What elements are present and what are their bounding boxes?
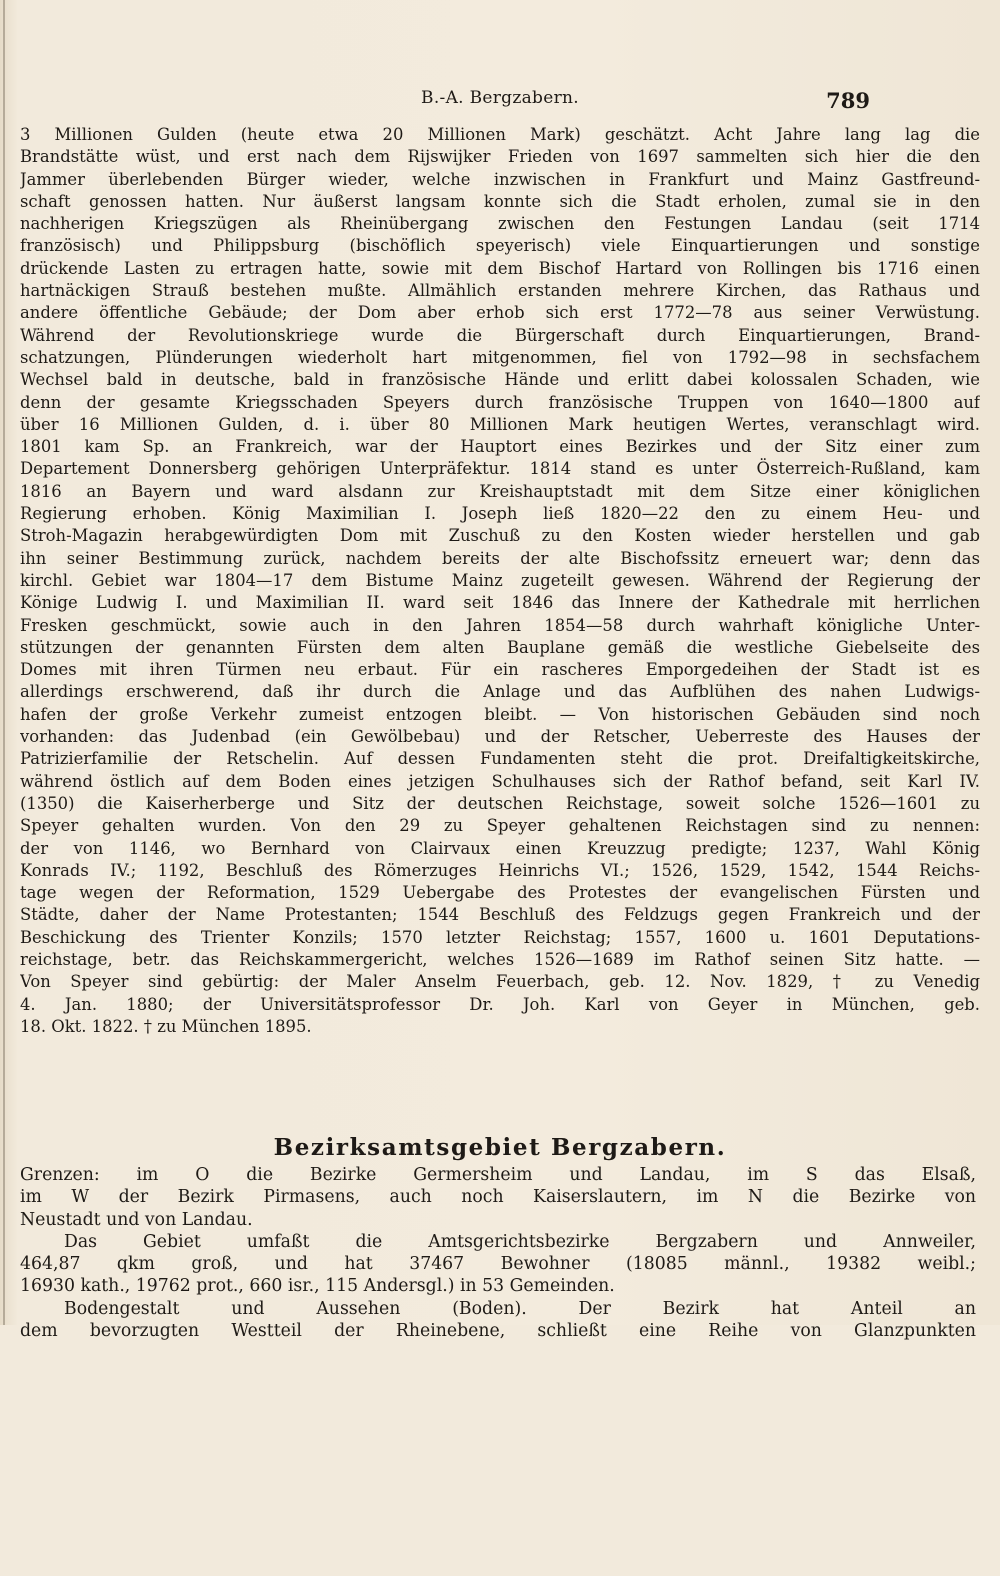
text-line: Beschickung des Trienter Konzils; 1570 letzter Reichstag; 1557, 1600 u. 1601 Deputations-	[20, 927, 980, 947]
text-line: Jammer überlebenden Bürger wieder, welche inzwischen in Frankfurt und Mainz Gastfreund-	[20, 169, 980, 189]
text-line: Departement Donnersberg gehörigen Unterpräfektur. 1814 stand es unter Österreich-Rußland, kam	[20, 459, 980, 479]
text-line: 1816 an Bayern und ward alsdann zur Kreishauptstadt mit dem Sitze einer königlichen	[20, 481, 980, 501]
text-line: tage wegen der Reformation, 1529 Uebergabe des Protestes der evangelischen Fürsten und	[20, 883, 980, 903]
running-title: B.-A. Bergzabern.	[421, 88, 579, 108]
text-line: 16930 kath., 19762 prot., 660 isr., 115 Andersgl.) in 53 Gemeinden.	[20, 1276, 615, 1297]
text-line: der von 1146, wo Bernhard von Clairvaux einen Kreuzzug predigte; 1237, Wahl König	[20, 838, 980, 858]
text-line: Konrads IV.; 1192, Beschluß des Römerzuges Heinrichs VI.; 1526, 1529, 1542, 1544 Reichs-	[20, 860, 980, 880]
text-line: Domes mit ihren Türmen neu erbaut. Für ein rascheres Emporgedeihen der Stadt ist es	[20, 660, 980, 680]
text-line: Grenzen: im O die Bezirke Germersheim und Landau, im S das Elsaß,	[20, 1165, 976, 1185]
text-line: andere öffentliche Gebäude; der Dom aber erhob sich erst 1772—78 aus seiner Verwüstung.	[20, 303, 980, 323]
running-head	[0, 88, 1000, 118]
text-line: 4. Jan. 1880; der Universitätsprofessor Dr. Joh. Karl von Geyer in München, geb.	[20, 994, 980, 1014]
text-line: Städte, daher der Name Protestanten; 1544 Beschluß des Feldzugs gegen Frankreich und der	[20, 905, 980, 925]
text-line: Wechsel bald in deutsche, bald in französische Hände und erlitt dabei kolossalen Schaden, wie	[20, 370, 980, 390]
text-line: während östlich auf dem Boden eines jetzigen Schulhauses sich der Rathof befand, seit Karl IV.	[20, 771, 980, 791]
text-line: denn der gesamte Kriegsschaden Speyers durch französische Truppen von 1640—1800 auf	[20, 392, 980, 412]
text-line: im W der Bezirk Pirmasens, auch noch Kaiserslautern, im N die Bezirke von	[20, 1187, 976, 1208]
text-line: Fresken geschmückt, sowie auch in den Jahren 1854—58 durch wahrhaft königliche Unter-	[20, 615, 980, 635]
body-paragraph	[20, 124, 980, 1038]
text-line: Neustadt und von Landau.	[20, 1209, 253, 1230]
text-line: 1801 kam Sp. an Frankreich, war der Hauptort eines Bezirkes und der Sitz einer zum	[20, 437, 980, 457]
text-line: Das Gebiet umfaßt die Amtsgerichtsbezirke Bergzabern und Annweiler,	[64, 1231, 976, 1252]
page-spine-shadow	[3, 0, 5, 1325]
text-line: nachherigen Kriegszügen als Rheinübergang zwischen den Festungen Landau (seit 1714	[20, 214, 980, 234]
text-line: Patrizierfamilie der Retschelin. Auf dessen Fundamenten steht die prot. Dreifaltigkeitskirche,	[20, 749, 980, 769]
text-line: Während der Revolutionskriege wurde die Bürgerschaft durch Einquartierungen, Brand-	[20, 325, 980, 345]
text-line: französisch) und Philippsburg (bischöflich speyerisch) viele Einquartierungen und sonstige	[20, 236, 980, 256]
section-paragraphs	[20, 1164, 976, 1342]
text-line: reichstage, betr. das Reichskammergericht, welches 1526—1689 im Rathof seinen Sitz hatte. —	[20, 949, 980, 969]
text-line: kirchl. Gebiet war 1804—17 dem Bistume Mainz zugeteilt gewesen. Während der Regierung der	[20, 570, 980, 590]
text-line: 464,87 qkm groß, und hat 37467 Bewohner (18085 männl., 19382 weibl.;	[20, 1254, 976, 1275]
text-line: (1350) die Kaiserherberge und Sitz der deutschen Reichstage, soweit solche 1526—1601 zu	[20, 793, 980, 813]
text-line: dem bevorzugten Westteil der Rheinebene, schließt eine Reihe von Glanzpunkten	[20, 1321, 976, 1342]
text-line: 18. Okt. 1822. † zu München 1895.	[20, 1016, 312, 1036]
text-line: Regierung erhoben. König Maximilian I. Joseph ließ 1820—22 den zu einem Heu- und	[20, 504, 980, 524]
text-line: Könige Ludwig I. und Maximilian II. ward seit 1846 das Innere der Kathedrale mit herrlichen	[20, 593, 980, 613]
text-line: ihn seiner Bestimmung zurück, nachdem bereits der alte Bischofssitz erneuert war; denn das	[20, 548, 980, 568]
text-line: hartnäckigen Strauß bestehen mußte. Allmählich erstanden mehrere Kirchen, das Rathaus und	[20, 281, 980, 301]
text-line: Stroh-Magazin herabgewürdigten Dom mit Zuschuß zu den Kosten wieder herstellen und gab	[20, 526, 980, 546]
text-line: schatzungen, Plünderungen wiederholt hart mitgenommen, fiel von 1792—98 in sechsfachem	[20, 347, 980, 367]
text-line: hafen der große Verkehr zumeist entzogen bleibt. — Von historischen Gebäuden sind noch	[20, 704, 980, 724]
text-line: drückende Lasten zu ertragen hatte, sowie mit dem Bischof Hartard von Rollingen bis 1716 einen	[20, 258, 980, 278]
text-line: stützungen der genannten Fürsten dem alten Bauplane gemäß die westliche Giebelseite des	[20, 637, 980, 657]
text-line: vorhanden: das Judenbad (ein Gewölbebau) und der Retscher, Ueberreste des Hauses der	[20, 727, 980, 747]
text-line: Von Speyer sind gebürtig: der Maler Anselm Feuerbach, geb. 12. Nov. 1829, † zu Venedig	[20, 972, 980, 992]
section-heading: Bezirksamtsgebiet Bergzabern.	[273, 1134, 727, 1161]
text-line: über 16 Millionen Gulden, d. i. über 80 Millionen Mark heutigen Wertes, veranschlagt wird.	[20, 414, 980, 434]
text-line: 3 Millionen Gulden (heute etwa 20 Millionen Mark) geschätzt. Acht Jahre lang lag die	[20, 125, 980, 144]
text-line: schaft genossen hatten. Nur äußerst langsam konnte sich die Stadt erholen, zumal sie in den	[20, 191, 980, 211]
text-line: Brandstätte wüst, und erst nach dem Rijswijker Frieden von 1697 sammelten sich hier die den	[20, 147, 980, 167]
text-line: allerdings erschwerend, daß ihr durch die Anlage und das Aufblühen des nahen Ludwigs-	[20, 682, 980, 702]
text-line: Speyer gehalten wurden. Von den 29 zu Speyer gehaltenen Reichstagen sind zu nennen:	[20, 816, 980, 836]
text-line: Bodengestalt und Aussehen (Boden). Der Bezirk hat Anteil an	[64, 1298, 976, 1319]
page-number: 789	[826, 88, 870, 113]
